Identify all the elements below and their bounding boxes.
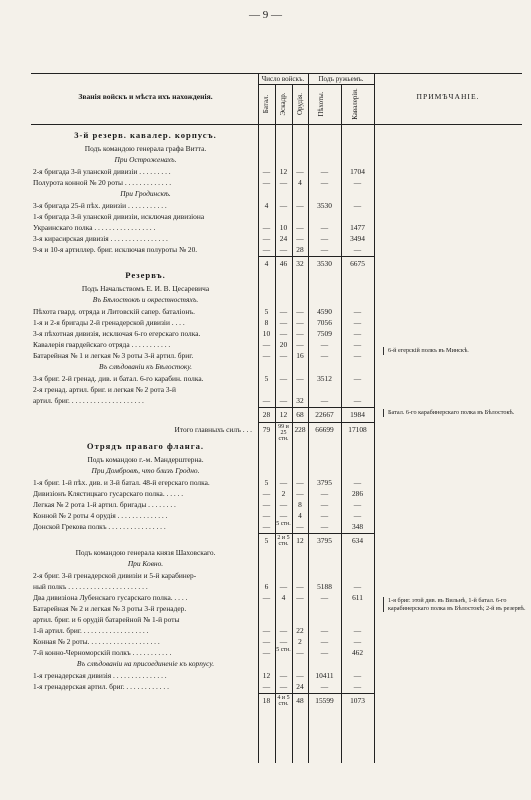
cell-cav: — [353,511,362,520]
row-label: 2-я гренад. артил. бриг. и легкая № 2 рота 3-й [33,385,176,394]
cell-org: 48 [296,696,304,705]
cell-inf: — [320,245,329,254]
table-row [0,499,531,510]
cell-bat: — [262,351,271,360]
cell-cav: — [353,396,362,405]
cell-esk: 99 и 25 стн. [278,424,289,442]
cell-inf: 3795 [317,478,332,487]
cell-bat: 18 [262,696,271,705]
cell-esk: — [279,626,288,635]
col-header-infantry: Пѣхоты. [317,91,325,117]
cell-esk: — [279,374,288,383]
cell-cav: 17108 [348,425,367,434]
cell-org: — [296,201,304,210]
cell-org: — [296,223,304,232]
table-row [0,283,531,294]
row-label: артил. бриг. . . . . . . . . . . . . . . . . . . . . [33,396,144,405]
table-row [0,317,531,328]
row-label: 9-я и 10-я артиллер. бриг. исключая полуроты № 20. [33,245,198,254]
cell-esk: — [279,329,288,338]
row-label: При Остроженахъ. [114,155,177,164]
table-row [0,244,531,255]
cell-esk: — [279,245,288,254]
cell-bat: — [262,178,271,187]
cell-org: — [296,522,304,531]
cell-cav: 1073 [350,696,365,705]
cell-cav: — [353,637,362,646]
cell-esk: 2 [281,489,286,498]
table-row [0,521,531,532]
cell-org: 16 [296,351,304,360]
table-row [0,384,531,395]
cell-inf: 66699 [315,425,334,434]
table-row [0,258,531,269]
table-row [0,570,531,581]
cell-cav: — [353,500,362,509]
row-label: Въ слѣдованіи на присоединеніе къ корпусу. [76,659,215,668]
cell-org: — [296,374,304,383]
cell-bat: 10 [262,329,271,338]
cell-esk: — [279,511,288,520]
cell-inf: — [320,626,329,635]
table-row [0,510,531,521]
col-header-battalions: Батал. [262,94,270,114]
cell-inf: — [320,167,329,176]
cell-org: — [296,648,304,657]
table-row [0,188,531,199]
cell-cav: 6675 [350,259,365,268]
cell-bat: — [262,396,271,405]
row-label: 1-я бриг. 1-й пѣх. див. и 3-й батал. 48-й егерскаго полка. [33,478,210,487]
cell-esk: — [279,201,288,210]
cell-org: 2 [298,637,302,646]
row-label: Батарейная № 2 и легкая № 3 роты 3-й гренадер. [33,604,187,613]
row-label: 2-я бригада 3-й уланской дивизіи . . . . . . . . . [33,167,171,176]
page-number: — 9 — [249,9,282,21]
row-label: Въ слѣдованіи къ Бѣлостоку. [98,362,193,371]
cell-org: 228 [294,425,306,434]
cell-cav: — [353,340,362,349]
table-row [0,547,531,558]
cell-inf: — [320,593,329,602]
cell-esk: 24 [279,234,288,243]
table-row [0,535,531,546]
table-row [0,488,531,499]
cell-cav: 1477 [350,223,365,232]
cell-inf: 3530 [317,201,332,210]
cell-bat: — [262,511,271,520]
cell-esk: 5 стн. [276,647,291,653]
cell-cav: 611 [352,593,363,602]
row-label: 7-й конно-Черноморскій полкъ . . . . . . . . . . . [33,648,172,657]
cell-org: — [296,340,304,349]
cell-org: 8 [298,500,302,509]
table-row [0,636,531,647]
cell-esk: 46 [279,259,288,268]
cell-cav: — [353,374,362,383]
row-label: При Домбровѣ, что близъ Гродно. [91,466,200,475]
row-label: Конной № 2 роты 4 орудія . . . . . . . . . . . . . . [33,511,168,520]
cell-cav: — [353,307,362,316]
cell-org: 32 [296,396,304,405]
table-row [0,294,531,305]
cell-inf: 7509 [317,329,332,338]
table-row [0,211,531,222]
cell-org: — [296,582,304,591]
cell-esk: — [279,582,288,591]
cell-org: 24 [296,682,304,691]
table-row [0,233,531,244]
table-row [0,143,531,154]
cell-bat: — [262,500,271,509]
cell-esk: — [279,500,288,509]
table-row [0,177,531,188]
cell-cav: 1704 [350,167,365,176]
cell-inf: — [320,682,329,691]
cell-bat: 5 [264,374,269,383]
cell-inf: — [320,340,329,349]
row-label: Батарейная № 1 и легкая № 3 роты 3-й артил. бриг. [33,351,194,360]
cell-cav: — [353,626,362,635]
cell-cav: — [353,351,362,360]
row-label: Отрядъ праваго фланга. [86,441,205,451]
cell-org: — [296,307,304,316]
cell-cav: 348 [351,522,364,531]
cell-cav: 462 [351,648,364,657]
cell-cav: — [353,318,362,327]
cell-esk: 20 [279,340,288,349]
row-label: Два дивизіона Лубенскаго гусарскаго полка. . . . . [33,593,188,602]
cell-cav: 634 [351,536,364,545]
cell-inf: 5188 [317,582,332,591]
row-label: 1-й артил. бриг. . . . . . . . . . . . . . . . . . . [33,626,149,635]
cell-bat: — [262,593,271,602]
table-row [0,477,531,488]
table-row [0,647,531,658]
row-label: 2-я бриг. 3-й гренадерской дивизіи и 5-й карабинер- [33,571,197,580]
row-label: Подъ Начальствомъ Е. И. В. Цесаревича [81,284,210,293]
row-label: Пѣхота гвард. отряда и Литовскій сапер. баталіонъ. [33,307,195,316]
table-row [0,200,531,211]
cell-org: 4 [298,178,302,187]
row-label: Конная № 2 роты. . . . . . . . . . . . . . . . . . . . [33,637,160,646]
note-3: 1-я бриг. этой див. въ Вильнѣ, 1-й батал. 6-го карабинерскаго полка въ Бѣлостокѣ; 2-й въ резервѣ. [383,597,528,612]
table-row [0,154,531,165]
cell-bat: — [262,626,271,635]
cell-bat: — [262,234,271,243]
cell-bat: — [262,340,271,349]
col-header-names: Званія войскъ и мѣста ихъ нахожденія. [78,92,213,101]
cell-org: — [296,234,304,243]
cell-org: 28 [296,245,304,254]
cell-bat: — [262,223,271,232]
table-row [0,465,531,476]
row-label: Въ Бѣлостокѣ и окрестностяхъ. [92,295,199,304]
cell-bat: — [262,648,271,657]
cell-inf: — [320,234,329,243]
cell-org: 68 [296,410,304,419]
table-row [0,424,531,442]
table-row [0,614,531,625]
cell-cav: — [353,582,362,591]
cell-bat: 5 [264,536,269,545]
cell-bat: 12 [262,671,271,680]
cell-esk: 10 [279,223,288,232]
cell-cav: — [353,671,362,680]
cell-esk: — [279,637,288,646]
row-label: 3-я бригада 25-й пѣх. дивизіи . . . . . . . . . . . [33,201,167,210]
cell-esk: — [279,682,288,691]
sum-rule [258,256,374,257]
cell-inf: 4590 [317,307,332,316]
table-row [0,395,531,406]
col-header-guns: Орудія. [296,93,304,115]
cell-esk: 12 [279,410,288,419]
row-label: При Ковно. [127,559,164,568]
table-row [0,328,531,339]
row-label: Кавалерія гвардейскаго отряда . . . . . . . . . . . [33,340,171,349]
cell-esk: — [279,351,288,360]
table-row [0,681,531,692]
cell-bat: — [262,682,271,691]
cell-bat: — [262,637,271,646]
table-row [0,270,531,281]
cell-inf: — [320,351,329,360]
cell-esk: — [279,307,288,316]
cell-inf: 7056 [317,318,332,327]
cell-inf: — [320,396,329,405]
cell-cav: — [353,201,362,210]
table-row [0,361,531,372]
cell-cav: — [353,682,362,691]
cell-inf: — [320,489,329,498]
cell-inf: 3530 [317,259,332,268]
cell-cav: 286 [351,489,364,498]
cell-inf: — [320,500,329,509]
row-label: 1-я гренадерская дивизія . . . . . . . . . . . . . . . [33,671,167,680]
cell-esk: — [279,318,288,327]
note-2: Батал. 6-го карабинерскаго полка въ Бѣлостокѣ. [383,409,528,417]
cell-cav: 1984 [350,410,365,419]
row-label: Итого главныхъ силъ . . . [174,425,252,434]
cell-inf: 22667 [315,410,334,419]
cell-inf: — [320,648,329,657]
sum-rule [258,693,374,694]
cell-org: — [296,167,304,176]
cell-bat: 79 [262,425,271,434]
table-row [0,166,531,177]
cell-bat: 4 [264,259,269,268]
cell-org: — [296,318,304,327]
col-group-under-arms: Подъ ружьемъ. [318,75,364,83]
table-row [0,695,531,706]
cell-inf: 3512 [317,374,332,383]
row-label: Подъ командою г.-м. Мандерштерна. [87,455,204,464]
row-label: ный полкъ . . . . . . . . . . . . . . . . . . . . . . [33,582,148,591]
row-label: Подъ командою генерала графа Витта. [84,144,207,153]
row-label: Легкая № 2 рота 1-й артил. бригады . . . . . . . . [33,500,176,509]
table-row [0,441,531,452]
cell-bat: 5 [264,478,269,487]
row-label: Дивизіонъ Клястицкаго гусарскаго полка. . . . . . [33,489,184,498]
cell-esk: 5 стн. [276,521,291,527]
cell-bat: 4 [264,201,269,210]
cell-inf: — [320,178,329,187]
table-row [0,625,531,636]
row-label: Полурота конной № 20 роты . . . . . . . . . . . . . [33,178,172,187]
row-label: 1-я бригада 3-й уланской дивизіи, исключая дивизіона [33,212,205,221]
cell-inf: 3795 [317,536,332,545]
note-1: 6-й егерскій полкъ въ Минскѣ. [383,347,528,355]
cell-esk: — [279,178,288,187]
cell-org: 12 [296,536,304,545]
table-row [0,558,531,569]
sum-rule [258,533,374,534]
cell-cav: 3494 [350,234,365,243]
cell-bat: 8 [264,318,269,327]
cell-inf: 15599 [315,696,334,705]
row-label: 3-я кирасирская дивизія . . . . . . . . . . . . . . . . [33,234,168,243]
cell-org: — [296,671,304,680]
cell-org: — [296,593,304,602]
row-label: 1-я и 2-я бригады 2-й гренадерской дивизіи . . . . [33,318,185,327]
cell-esk: — [279,396,288,405]
cell-bat: — [262,489,271,498]
cell-bat: 28 [262,410,271,419]
row-label: 3-я бриг. 2-й гренад. див. и батал. 6-го карабин. полка. [33,374,204,383]
table-row [0,222,531,233]
table-row [0,581,531,592]
cell-esk: — [279,478,288,487]
col-header-note: ПРИМѢЧАНІЕ. [416,92,480,101]
cell-esk: 12 [279,167,288,176]
row-label: артил. бриг. и 6 орудій батарейной № 1-й роты [33,615,180,624]
cell-inf: — [320,522,329,531]
cell-org: 32 [296,259,304,268]
cell-inf: 10411 [315,671,334,680]
cell-inf: — [320,511,329,520]
table-row [0,306,531,317]
cell-org: — [296,329,304,338]
row-label: Украинскаго полка . . . . . . . . . . . . . . . . . [33,223,156,232]
cell-esk: 2 и 5 стн. [277,535,290,547]
cell-cav: — [353,478,362,487]
cell-org: — [296,489,304,498]
cell-bat: — [262,522,271,531]
row-label: 3-й резерв. кавалер. корпусъ. [74,130,217,140]
cell-esk: — [279,671,288,680]
table-row [0,373,531,384]
table-row [0,130,531,141]
row-label: Резервъ. [125,270,166,280]
row-label: Подъ командою генерала князя Шаховскаго. [75,548,216,557]
sum-rule [258,407,374,408]
col-header-squadrons: Эскадр. [279,92,287,116]
row-label: Донской Грекова полкъ . . . . . . . . . . . . . . . . [33,522,166,531]
cell-bat: — [262,167,271,176]
row-label: 1-я гренадерская артил. бриг. . . . . . . . . . . . . [33,682,169,691]
cell-org: 4 [298,511,302,520]
cell-cav: — [353,245,362,254]
table-row [0,658,531,669]
cell-esk: 4 и 5 стн. [277,695,290,707]
cell-org: — [296,478,304,487]
row-label: При Гродинскѣ. [120,189,171,198]
cell-inf: — [320,223,329,232]
cell-esk: 4 [281,593,286,602]
cell-cav: — [353,178,362,187]
col-group-number: Число войскъ. [261,75,305,83]
cell-bat: 5 [264,307,269,316]
cell-cav: — [353,329,362,338]
sum-rule [258,422,374,423]
row-label: 3-я пѣхотная дивизія, исключая 6-го егерскаго полка. [33,329,201,338]
table-row [0,454,531,465]
cell-org: 22 [296,626,304,635]
cell-bat: 6 [264,582,269,591]
table-row [0,670,531,681]
cell-bat: — [262,245,271,254]
col-header-cavalry: Кавалеріи. [351,88,359,120]
cell-inf: — [320,637,329,646]
